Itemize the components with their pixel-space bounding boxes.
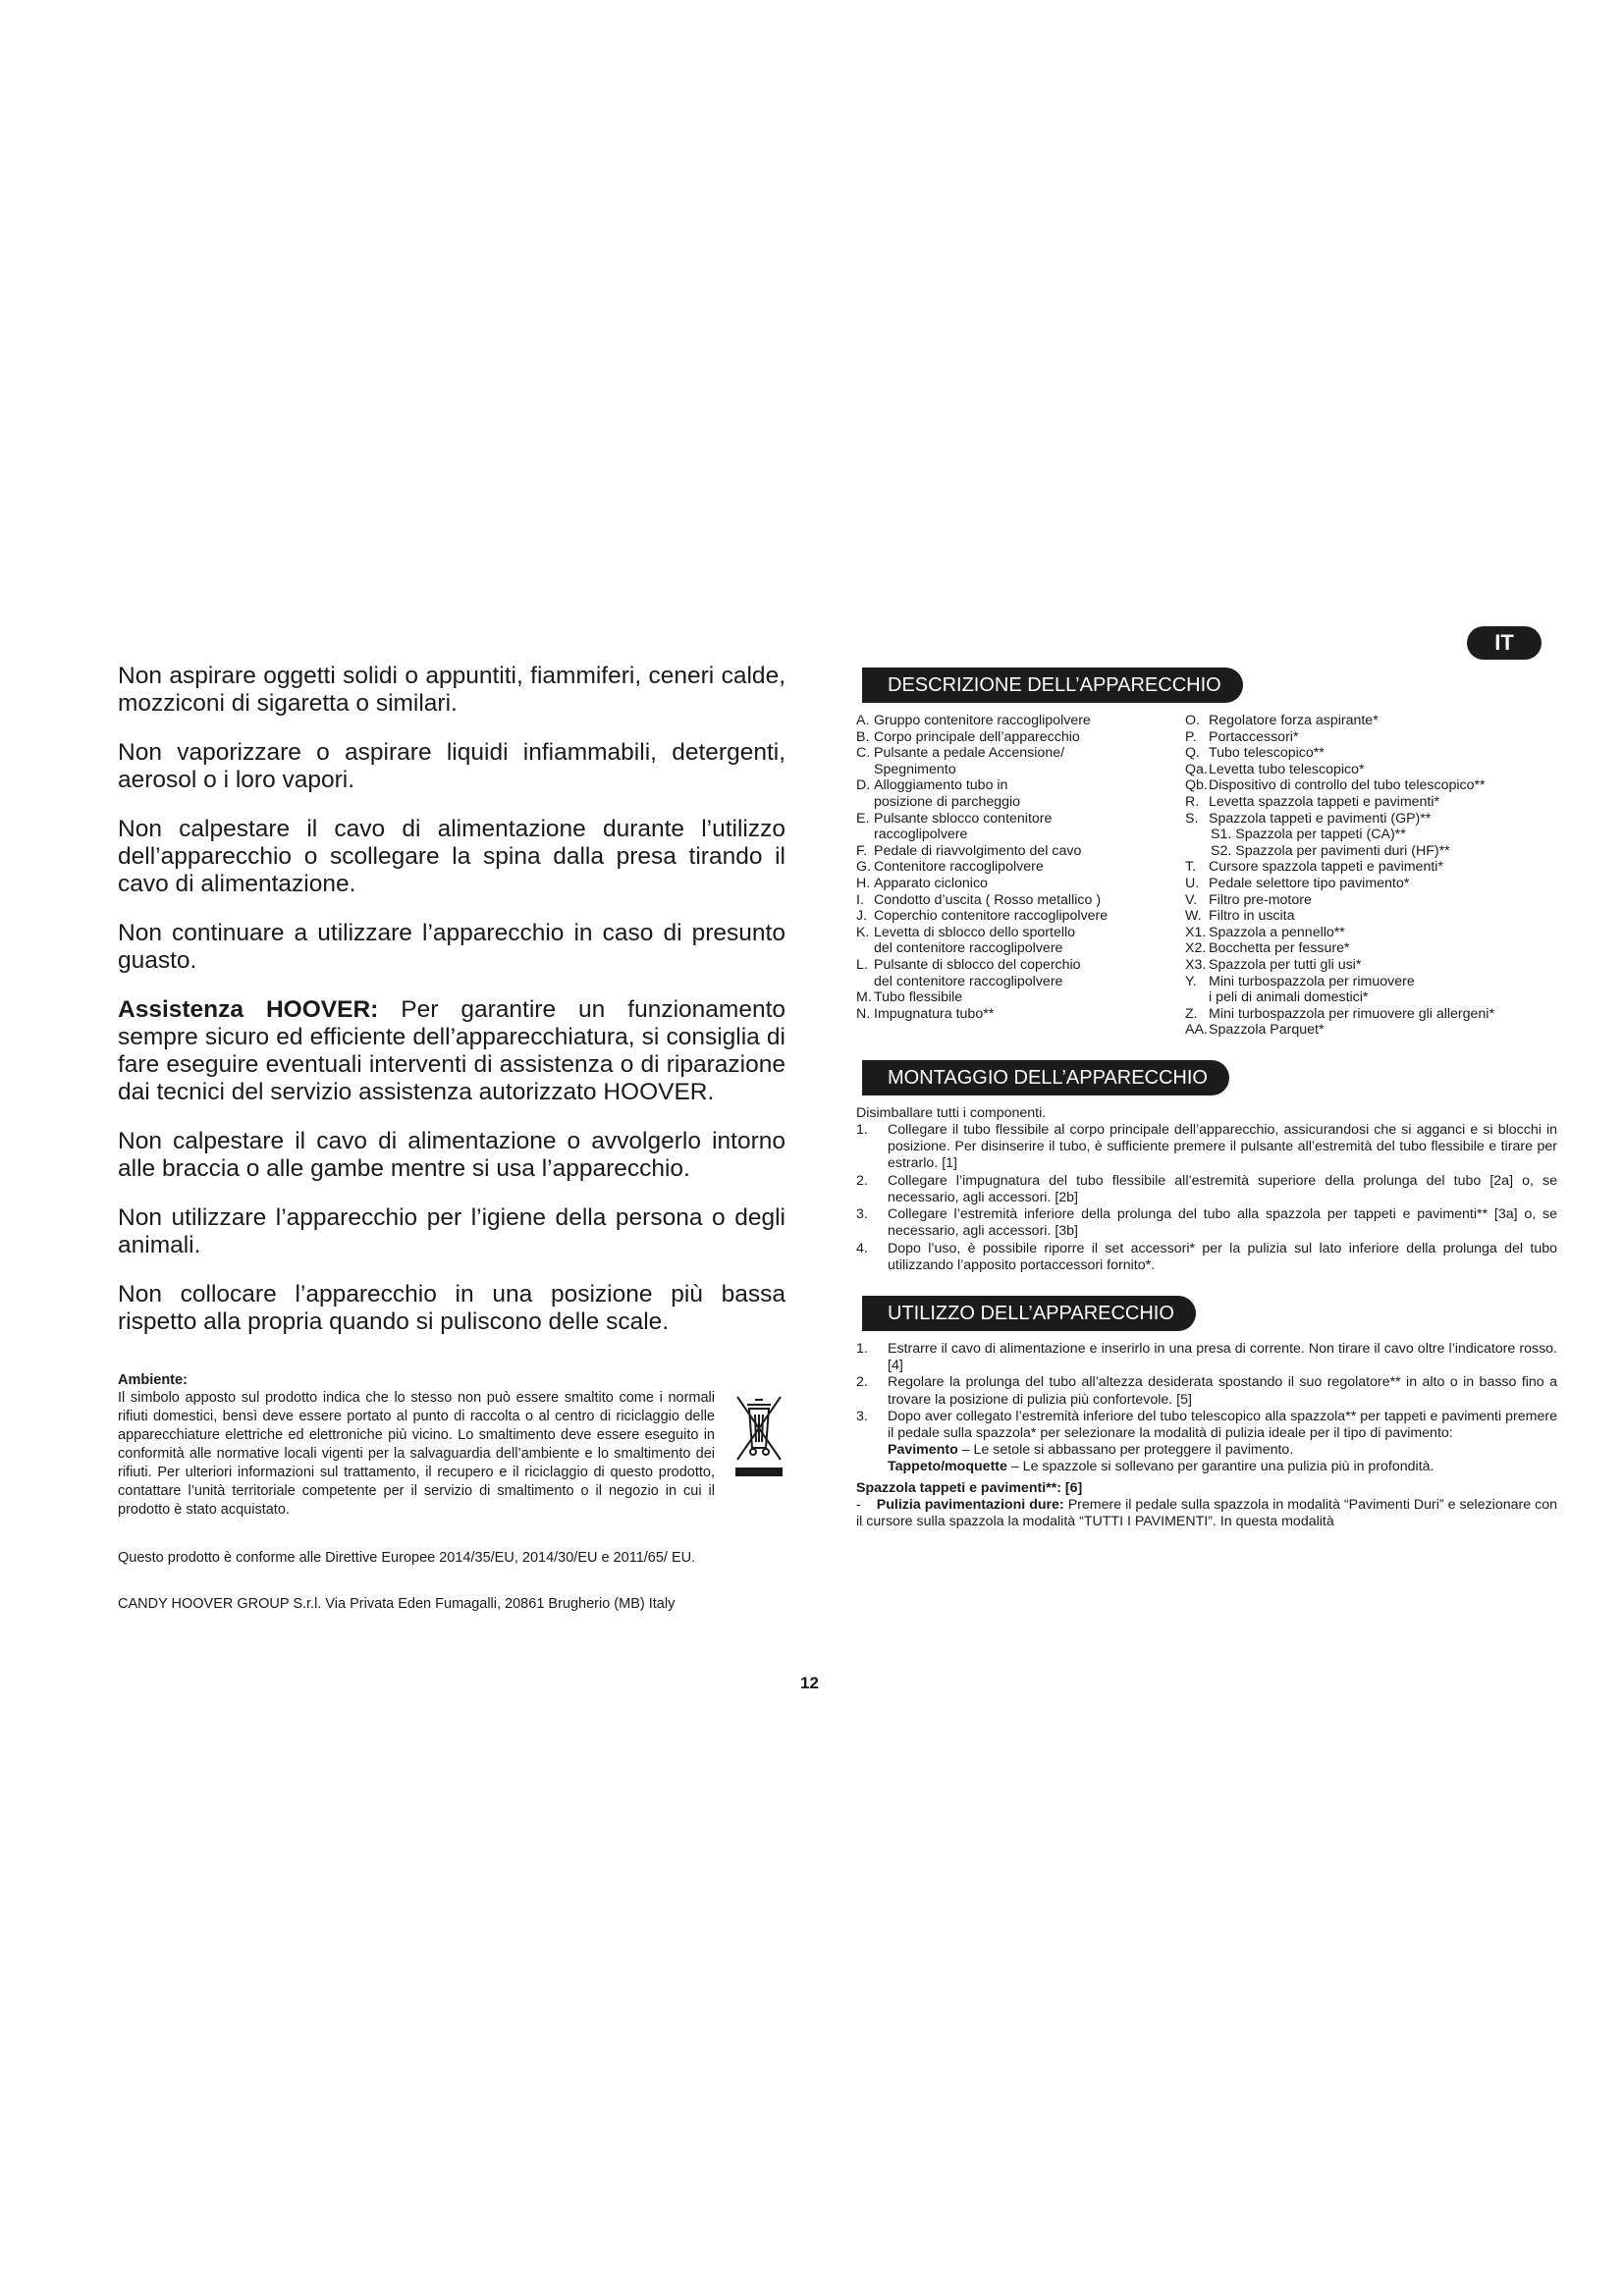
step-number: 1.: [856, 1340, 868, 1357]
parts-list-item-key: AA.: [1185, 1022, 1208, 1039]
parts-list-item-text: Dispositivo di controllo del tubo telescopico**: [1209, 777, 1486, 794]
parts-list-item: [856, 876, 1185, 892]
parts-list-item-text: Levetta tubo telescopico*: [1209, 761, 1365, 777]
step-number: 3.: [856, 1206, 868, 1223]
assembly-section: [856, 1060, 1557, 1274]
parts-list-item-text: Levetta spazzola tappeti e pavimenti*: [1209, 793, 1440, 810]
step-number: 2.: [856, 1374, 868, 1391]
parts-list-item: [856, 989, 1185, 1006]
assistance-label: Assistenza HOOVER:: [118, 996, 379, 1023]
parts-list-item-key: [856, 974, 874, 990]
parts-list-item-key: W.: [1185, 908, 1202, 925]
parts-list-item-text: Pulsante a pedale Accensione/: [874, 745, 1065, 762]
parts-list-item-key: A.: [856, 713, 870, 728]
parts-list-item-text: Condotto d’uscita ( Rosso metallico ): [874, 891, 1102, 908]
parts-list-item-key: M.: [856, 989, 872, 1006]
parts-list-item-text: Tubo flessibile: [874, 989, 963, 1006]
parts-list-item-text: Pedale selettore tipo pavimento*: [1209, 875, 1410, 891]
parts-list-item-key: S.: [1185, 810, 1199, 827]
parts-list-item-text: del contenitore raccoglipolvere: [874, 973, 1063, 989]
step-text: Dopo aver collegato l’estremità inferiore del tubo telescopico alla spazzola** per tappeti e pavimenti premere il pedale sulla spazzola* per selezionare la modalità di pulizia ideale per il tipo di pavimento:: [888, 1408, 1557, 1441]
parts-list-item-key: Z.: [1185, 1005, 1198, 1022]
environment-text: Il simbolo apposto sul prodotto indica che lo stesso non può essere smaltito come i normali rifiuti domestici, bensì deve essere portato al punto di raccolta o al centro di riciclaggio delle apparecchiature elettriche ed elettroniche più vicino. Lo smaltimento deve essere eseguito in conformità alle normative locali vigenti per la salvaguardia dell’ambiente e lo smaltimento dei rifiuti. Per ulteriori informazioni sul trattamento, il recupero e il riciclaggio di questo prodotto, contattare l’unità territoriale competente per il servizio di smaltimento o il negozio in cui il prodotto è stato acquistato.: [118, 1390, 715, 1518]
parts-list-item: [1185, 777, 1514, 794]
parts-list-item: [1185, 1022, 1514, 1039]
parts-list-item: [1185, 1006, 1514, 1023]
parts-list-item-text: Alloggiamento tubo in: [874, 777, 1008, 794]
parts-list-item-key: [856, 794, 874, 811]
parts-list-item: [1185, 974, 1514, 990]
parts-list-item: [1185, 762, 1514, 778]
carpet-mode-line: [856, 1459, 1557, 1475]
parts-list-item-text: Spazzola per tutti gli usi*: [1209, 956, 1362, 973]
parts-list-item-key: J.: [856, 908, 868, 925]
parts-list-item-text: Cursore spazzola tappeti e pavimenti*: [1209, 859, 1443, 876]
parts-list-item-key: B.: [856, 728, 870, 745]
safety-warnings-column: [118, 663, 785, 1614]
parts-list-item-key: Qb.: [1185, 777, 1208, 794]
step-item: [856, 1122, 1557, 1173]
parts-list-item: [1185, 908, 1514, 925]
assembly-intro: Disimballare tutti i componenti.: [856, 1104, 1047, 1121]
warning-paragraph: Non continuare a utilizzare l’apparecchio in caso di presunto guasto.: [118, 920, 785, 974]
parts-list-item-text: Mini turbospazzola per rimuovere gli allergeni*: [1209, 1005, 1494, 1022]
parts-list-item-text: Coperchio contenitore raccoglipolvere: [874, 908, 1109, 925]
parts-list-item-text: Spazzola tappeti e pavimenti (GP)**: [1209, 810, 1432, 827]
environment-title: Ambiente:: [118, 1372, 188, 1388]
conformity-note: Questo prodotto è conforme alle Direttive Europee 2014/35/EU, 2014/30/EU e 2011/65/ EU.: [118, 1550, 696, 1566]
parts-list-item-key: [856, 940, 874, 957]
parts-list-item: [856, 713, 1185, 729]
floor-mode-text: – Le setole si abbassano per proteggere il pavimento.: [957, 1442, 1294, 1459]
parts-list-item-text: S2. Spazzola per pavimenti duri (HF)**: [1211, 842, 1450, 859]
parts-list-item: [856, 859, 1185, 876]
parts-list-item: [1185, 811, 1514, 828]
hard-floor-cleaning-text: [856, 1497, 1557, 1530]
assembly-section-header: MONTAGGIO DELL’APPARECCHIO: [862, 1060, 1229, 1095]
parts-list-column-1: [856, 713, 1185, 1039]
parts-list-item-text: Pulsante sblocco contenitore: [874, 810, 1053, 827]
parts-list-item: [856, 892, 1185, 909]
hard-floor-text: Premere il pedale sulla spazzola in modalità “Pavimenti Duri” e selezionare con il cursore sulla spazzola la modalità “TUTTI I PAVIMENTI”. In questa modalità: [856, 1496, 1557, 1529]
warning-paragraph: Non vaporizzare o aspirare liquidi infiammabili, detergenti, aerosol o i loro vapori.: [118, 739, 785, 793]
parts-list-item-text: Spegnimento: [874, 761, 956, 777]
parts-list-item-key: Qa.: [1185, 761, 1208, 777]
parts-list-item: [1185, 713, 1514, 729]
parts-list-item-text: del contenitore raccoglipolvere: [874, 940, 1063, 957]
parts-list-item-key: I.: [856, 891, 864, 908]
parts-list-item: [856, 1006, 1185, 1023]
description-section-header: DESCRIZIONE DELL’APPARECCHIO: [862, 667, 1243, 703]
parts-list-item: [1185, 957, 1514, 974]
parts-list-item-text: Apparato ciclonico: [874, 875, 988, 891]
language-badge: IT: [1467, 626, 1542, 660]
parts-list-item: [856, 925, 1185, 941]
parts-list-item: [1185, 827, 1514, 843]
step-number: 1.: [856, 1122, 868, 1139]
parts-list-item: [1185, 794, 1514, 811]
parts-list-item: [1185, 892, 1514, 909]
parts-list-item: [856, 729, 1185, 746]
parts-list-item: [1185, 989, 1514, 1006]
parts-list-item-text: Levetta di sblocco dello sportello: [874, 924, 1076, 940]
parts-list-item: [1185, 876, 1514, 892]
manufacturer-address: CANDY HOOVER GROUP S.r.l. Via Privata Eden Fumagalli, 20861 Brugherio (MB) Italy: [118, 1596, 676, 1612]
parts-list-item: [1185, 940, 1514, 957]
parts-list-item: [856, 957, 1185, 974]
parts-list-item-key: T.: [1185, 859, 1197, 876]
hard-floor-label: Pulizia pavimentazioni dure:: [876, 1496, 1064, 1513]
parts-list-item-text: Regolatore forza aspirante*: [1209, 713, 1379, 728]
parts-list-item: [856, 843, 1185, 860]
parts-list-item-key: H.: [856, 875, 871, 891]
parts-list-item-key: X3.: [1185, 956, 1207, 973]
parts-list-item-key: G.: [856, 859, 871, 876]
page-number: 12: [800, 1674, 819, 1692]
parts-list-item-text: Spazzola Parquet*: [1209, 1022, 1325, 1039]
parts-list-item-text: Impugnatura tubo**: [874, 1005, 995, 1022]
parts-list-item-key: [1185, 989, 1209, 1006]
parts-list-item: [1185, 859, 1514, 876]
parts-list-item-key: [856, 827, 874, 843]
parts-list-column-2: [1185, 713, 1514, 1039]
parts-list-item-text: S1. Spazzola per tappeti (CA)**: [1211, 827, 1406, 843]
parts-list-item-text: posizione di parcheggio: [874, 793, 1021, 810]
instructions-column: [856, 667, 1557, 1530]
warning-paragraph: Non calpestare il cavo di alimentazione durante l’utilizzo dell’apparecchio o scollegare la spina dalla presa tirando il cavo di alimentazione.: [118, 816, 785, 897]
usage-section-header: UTILIZZO DELL’APPARECCHIO: [862, 1296, 1196, 1331]
parts-list-item: [856, 908, 1185, 925]
parts-list-item-text: Gruppo contenitore raccoglipolvere: [874, 713, 1091, 728]
step-text: Collegare l’impugnatura del tubo flessibile all’estremità superiore della prolunga del tubo [2a] o, se necessario, agli accessori. [2b]: [888, 1172, 1557, 1205]
assistance-text: Per garantire un funzionamento sempre sicuro ed efficiente dell’apparecchiatura, si consiglia di fare eseguire eventuali interventi di assistenza o di riparazione dai tecnici del servizio assistenza autorizzato HOOVER.: [118, 996, 786, 1105]
parts-list-item-text: Contenitore raccoglipolvere: [874, 859, 1044, 876]
environment-block: [118, 1389, 785, 1520]
warning-paragraph: Non aspirare oggetti solidi o appuntiti, fiammiferi, ceneri calde, mozziconi di sigaretta o similari.: [118, 663, 785, 717]
parts-list-item: [1185, 729, 1514, 746]
parts-list-item: [856, 940, 1185, 957]
assembly-steps: [856, 1105, 1557, 1274]
parts-list-item-key: N.: [856, 1005, 871, 1022]
parts-list-item-text: i peli di animali domestici*: [1209, 989, 1369, 1006]
usage-section: [856, 1296, 1557, 1530]
parts-list-item-key: U.: [1185, 875, 1200, 891]
parts-list: [856, 713, 1557, 1039]
parts-list-item-key: X2.: [1185, 940, 1207, 957]
parts-list-item: [856, 811, 1185, 828]
parts-list-item: [856, 745, 1185, 762]
parts-list-item-text: Spazzola a pennello**: [1209, 924, 1345, 940]
usage-steps: [856, 1341, 1557, 1530]
parts-list-item-text: Corpo principale dell’apparecchio: [874, 728, 1080, 745]
warning-paragraph: Non calpestare il cavo di alimentazione o avvolgerlo intorno alle braccia o alle gambe mentre si usa l’apparecchio.: [118, 1128, 785, 1182]
step-item: [856, 1341, 1557, 1374]
step-text: Collegare il tubo flessibile al corpo principale dell’apparecchio, assicurandosi che si agganci e si blocchi in posizione. Per disinserire il tubo, è sufficiente premere il pulsante all’estremità del tubo flessibile e tirare per estrarlo. [1]: [888, 1122, 1557, 1172]
parts-list-item-key: F.: [856, 842, 868, 859]
step-number: 3.: [856, 1408, 868, 1424]
warning-paragraph: Non utilizzare l’apparecchio per l’igiene della persona o degli animali.: [118, 1204, 785, 1258]
parts-list-item: [1185, 843, 1514, 860]
carpet-mode-label: Tappeto/moquette: [888, 1459, 1007, 1475]
parts-list-item-text: Filtro pre-motore: [1209, 891, 1312, 908]
parts-list-item: [1185, 925, 1514, 941]
brush-section-title: Spazzola tappeti e pavimenti**: [6]: [856, 1479, 1083, 1496]
parts-list-item: [856, 762, 1185, 778]
assistance-paragraph: [118, 996, 785, 1106]
step-item: [856, 1409, 1557, 1442]
parts-list-item-text: raccoglipolvere: [874, 827, 968, 843]
parts-list-item-key: P.: [1185, 728, 1197, 745]
parts-list-item-key: O.: [1185, 713, 1200, 728]
bullet-dash: -: [856, 1496, 861, 1513]
parts-list-item: [856, 974, 1185, 990]
step-item: [856, 1241, 1557, 1274]
step-text: Dopo l’uso, è possibile riporre il set accessori* per la pulizia sul lato inferiore della prolunga del tubo utilizzando l’apposito portaccessori fornito*.: [888, 1240, 1557, 1273]
parts-list-item-text: Pulsante di sblocco del coperchio: [874, 956, 1081, 973]
parts-list-item-key: D.: [856, 777, 871, 794]
parts-list-item-key: Y.: [1185, 973, 1197, 989]
parts-list-item-key: V.: [1185, 891, 1198, 908]
parts-list-item-text: Pedale di riavvolgimento del cavo: [874, 842, 1082, 859]
parts-list-item-text: Portaccessori*: [1209, 728, 1299, 745]
parts-list-item-text: Tubo telescopico**: [1209, 745, 1325, 762]
parts-list-item: [856, 794, 1185, 811]
step-item: [856, 1173, 1557, 1206]
parts-list-item-key: C.: [856, 745, 871, 762]
parts-list-item-text: Bocchetta per fessure*: [1209, 940, 1350, 957]
parts-list-item-key: K.: [856, 924, 870, 940]
floor-mode-label: Pavimento: [888, 1442, 958, 1459]
step-number: 4.: [856, 1240, 868, 1256]
step-item: [856, 1374, 1557, 1408]
parts-list-item: [856, 777, 1185, 794]
weee-crossed-bin-icon: [731, 1391, 786, 1479]
parts-list-item-key: R.: [1185, 793, 1200, 810]
carpet-mode-text: – Le spazzole si sollevano per garantire una pulizia più in profondità.: [1006, 1459, 1435, 1475]
step-item: [856, 1206, 1557, 1240]
parts-list-item-key: E.: [856, 810, 870, 827]
step-number: 2.: [856, 1172, 868, 1189]
parts-list-item-key: X1.: [1185, 924, 1207, 940]
parts-list-item-key: Q.: [1185, 745, 1200, 762]
parts-list-item: [1185, 745, 1514, 762]
parts-list-item-text: Filtro in uscita: [1209, 908, 1295, 925]
parts-list-item-key: L.: [856, 956, 868, 973]
step-text: Regolare la prolunga del tubo all’altezza desiderata spostando il suo regolatore** in alto o in basso fino a trovare la posizione di pulizia più confortevole. [5]: [888, 1374, 1557, 1408]
parts-list-item-key: [856, 762, 874, 778]
warning-paragraph: Non collocare l’apparecchio in una posizione più bassa rispetto alla propria quando si puliscono delle scale.: [118, 1281, 785, 1335]
step-text: Estrarre il cavo di alimentazione e inserirlo in una presa di corrente. Non tirare il cavo oltre l’indicatore rosso. [4]: [888, 1340, 1557, 1374]
step-text: Collegare l’estremità inferiore della prolunga del tubo alla spazzola per tappeti e pavimenti** [3a] o, se necessario, agli accessori. [3b]: [888, 1206, 1557, 1240]
floor-mode-line: [856, 1442, 1557, 1459]
parts-list-item-text: Mini turbospazzola per rimuovere: [1209, 973, 1415, 989]
parts-list-item: [856, 827, 1185, 843]
